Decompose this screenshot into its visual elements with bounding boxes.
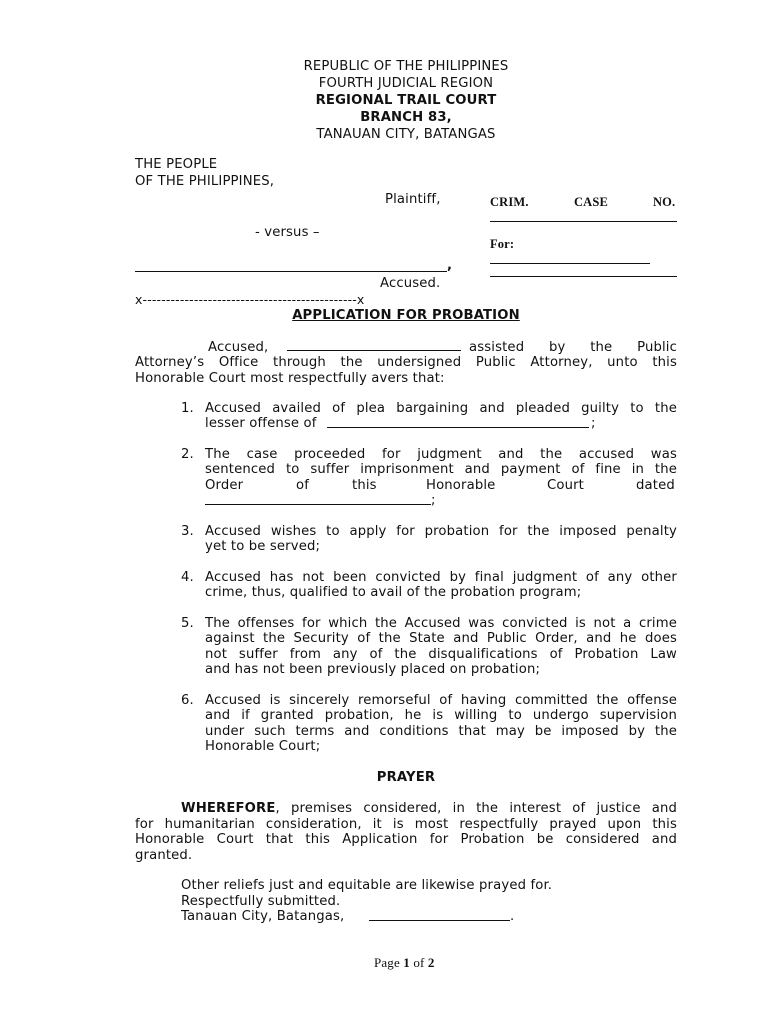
item-5-line2: against the Security of the State and Public Order, and he does [205, 631, 677, 646]
prayer-line1 [181, 801, 677, 816]
page-footer [374, 955, 435, 971]
item-5-line4: and has not been previously placed on probation; [205, 662, 541, 677]
prayer-line2: for humanitarian consideration, it is most respectfully prayed upon this [135, 817, 677, 832]
closing-place: Tanauan City, Batangas, [181, 909, 345, 924]
for-label: For: [490, 237, 515, 251]
intro-line3: Honorable Court most respectfully avers that: [135, 371, 445, 386]
item-4-line2: crime, thus, qualified to avail of the probation program; [205, 585, 582, 600]
prayer-line3: Honorable Court that this Application for Probation be considered and [135, 832, 677, 847]
item-3-number: 3. [181, 524, 194, 539]
case-label: CASE [574, 195, 608, 209]
closing-date-line [369, 920, 510, 921]
item-5-line3: not suffer from any of the disqualifications of Probation Law [205, 647, 677, 662]
document-title: APPLICATION FOR PROBATION [292, 308, 520, 323]
page-current: 1 [403, 955, 410, 970]
for-line-2 [490, 276, 677, 277]
item-2-line1: The case proceeded for judgment and the accused was [205, 447, 677, 462]
no-label: NO. [653, 195, 676, 209]
caption-party-line2: OF THE PHILIPPINES, [135, 174, 275, 189]
crim-label: CRIM. [490, 195, 529, 209]
item-6-line3: under such terms and conditions that may be imposed by the [205, 724, 677, 739]
page-of: of [413, 955, 425, 970]
item-2-word-order: Order [205, 478, 244, 493]
item-2-word-of: of [296, 478, 310, 493]
item-6-number: 6. [181, 693, 194, 708]
closing-submitted: Respectfully submitted. [181, 894, 341, 909]
for-line-1 [490, 263, 650, 264]
item-2-word-this: this [352, 478, 377, 493]
caption-party-line1: THE PEOPLE [135, 157, 218, 172]
closing-end: . [510, 909, 515, 924]
header-city: TANAUAN CITY, BATANGAS [316, 127, 496, 142]
item-4-number: 4. [181, 570, 194, 585]
case-number-line [490, 221, 677, 222]
caption-accused: Accused. [380, 276, 441, 291]
item-2-word-court: Court [547, 478, 584, 493]
item-3-line2: yet to be served; [205, 539, 321, 554]
item-5-number: 5. [181, 616, 194, 631]
wherefore-label: WHEREFORE [181, 801, 276, 816]
prayer-heading: PRAYER [376, 770, 436, 785]
item-3-line1: Accused wishes to apply for probation for the imposed penalty [205, 524, 677, 539]
intro-accused: Accused, [208, 340, 269, 355]
item-2-end: ; [431, 493, 436, 508]
accused-name-line [135, 271, 447, 272]
caption-divider: x----------------------------------------------x [135, 292, 365, 307]
intro-assisted: assisted by the Public [469, 340, 677, 355]
item-5-line1: The offenses for which the Accused was convicted is not a crime [205, 616, 677, 631]
item-6-line1: Accused is sincerely remorseful of having committed the offense [205, 693, 677, 708]
item-2-line2: sentenced to suffer imprisonment and payment of fine in the [205, 462, 677, 477]
header-republic: REPUBLIC OF THE PHILIPPINES [303, 59, 509, 74]
item-2-number: 2. [181, 447, 194, 462]
prayer-line1-text: , premises considered, in the interest of justice and [275, 801, 677, 816]
page-total: 2 [427, 955, 435, 970]
page-label: Page [374, 955, 400, 970]
caption-comma: , [447, 258, 453, 273]
prayer-line4: granted. [135, 848, 193, 863]
item-1-number: 1. [181, 401, 194, 416]
intro-accused-line [287, 350, 461, 351]
item-6-line2: and if granted probation, he is willing to undergo supervision [205, 708, 677, 723]
item-1-offense-line [327, 427, 589, 428]
caption-plaintiff: Plaintiff, [385, 192, 441, 207]
closing-reliefs: Other reliefs just and equitable are likewise prayed for. [181, 878, 553, 893]
item-2-word-dated: dated [636, 478, 675, 493]
item-1-line1: Accused availed of plea bargaining and pleaded guilty to the [205, 401, 677, 416]
intro-line2: Attorney’s Office through the undersigned Public Attorney, unto this [135, 355, 677, 370]
item-2-date-line [205, 504, 431, 505]
caption-versus: - versus – [255, 225, 320, 240]
item-1-line2: lesser offense of [205, 416, 317, 431]
item-4-line1: Accused has not been convicted by final judgment of any other [205, 570, 677, 585]
item-2-word-honorable: Honorable [426, 478, 496, 493]
item-1-end: ; [591, 416, 596, 431]
item-6-line4: Honorable Court; [205, 739, 321, 754]
header-court: REGIONAL TRAIL COURT [315, 93, 497, 108]
header-branch: BRANCH 83, [360, 110, 452, 125]
header-region: FOURTH JUDICIAL REGION [318, 76, 494, 91]
